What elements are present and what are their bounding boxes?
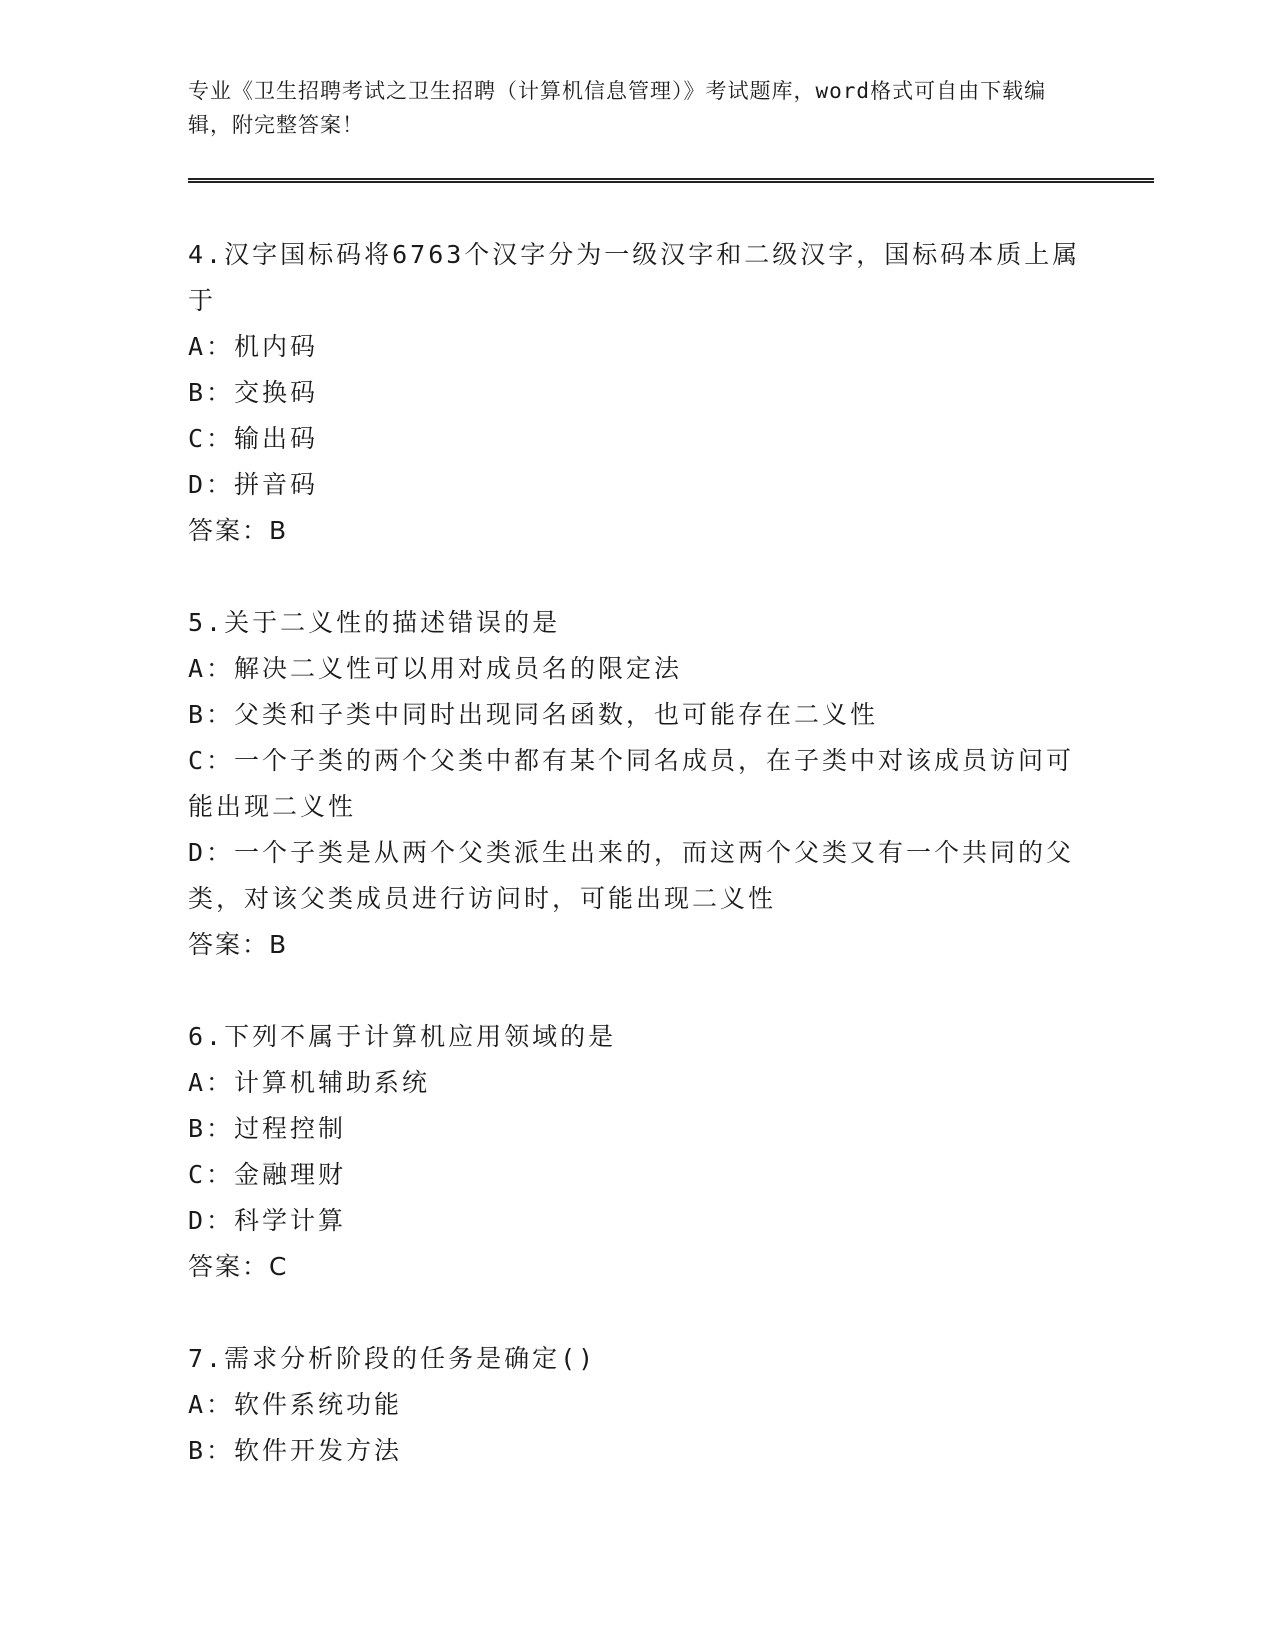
option-d: D：科学计算	[188, 1206, 347, 1235]
question-5	[188, 600, 1088, 968]
answer: 答案：B	[188, 516, 289, 545]
option-a: A：软件系统功能	[188, 1390, 403, 1419]
document-intro: 专业《卫生招聘考试之卫生招聘（计算机信息管理）》考试题库，word格式可自由下载编辑，附完整答案！	[188, 79, 1047, 137]
option-a: A：解决二义性可以用对成员名的限定法	[188, 654, 683, 683]
option-d: D：拼音码	[188, 470, 319, 499]
question-4	[188, 232, 1088, 554]
option-c: C：输出码	[188, 424, 319, 453]
option-b: B：过程控制	[188, 1114, 347, 1143]
question-7	[188, 1336, 1088, 1474]
option-b: B：交换码	[188, 378, 319, 407]
option-c: C：一个子类的两个父类中都有某个同名成员，在子类中对该成员访问可能出现二义性	[188, 746, 1075, 821]
question-6	[188, 1014, 1088, 1290]
header-divider	[188, 178, 1154, 183]
option-a: A：机内码	[188, 332, 319, 361]
answer: 答案：C	[188, 1252, 289, 1281]
question-stem: 7.需求分析阶段的任务是确定()	[188, 1344, 597, 1373]
option-c: C：金融理财	[188, 1160, 347, 1189]
question-stem: 6.下列不属于计算机应用领域的是	[188, 1022, 617, 1051]
question-list	[188, 232, 1088, 1520]
option-b: B：父类和子类中同时出现同名函数，也可能存在二义性	[188, 700, 879, 729]
option-b: B：软件开发方法	[188, 1436, 403, 1465]
option-a: A：计算机辅助系统	[188, 1068, 431, 1097]
answer: 答案：B	[188, 930, 289, 959]
question-stem: 4.汉字国标码将6763个汉字分为一级汉字和二级汉字，国标码本质上属于	[188, 240, 1081, 315]
option-d: D：一个子类是从两个父类派生出来的，而这两个父类又有一个共同的父类，对该父类成员进行访问时，可能出现二义性	[188, 838, 1075, 913]
question-stem: 5.关于二义性的描述错误的是	[188, 608, 561, 637]
